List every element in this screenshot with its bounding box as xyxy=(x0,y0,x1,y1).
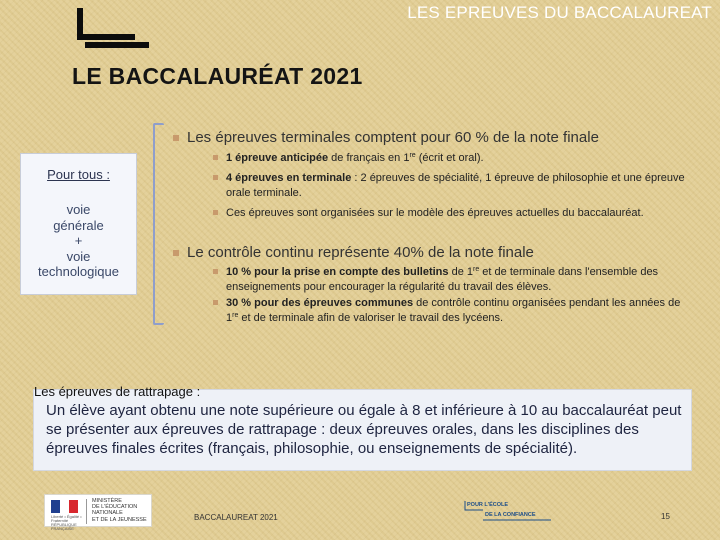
rattrapage-box xyxy=(33,389,692,471)
footer-label: BACCALAUREAT 2021 xyxy=(194,513,278,522)
page-number: 15 xyxy=(661,512,670,521)
bullet-text: Les épreuves terminales comptent pour 60 % de la note finale xyxy=(187,129,599,146)
sub-bullet xyxy=(213,171,693,201)
sub-bullet-text: 1 épreuve anticipée de français en 1re (écrit et oral). xyxy=(226,152,484,164)
sub-bullet xyxy=(213,206,693,221)
bullet-square-icon xyxy=(173,135,179,141)
bracket-divider xyxy=(153,123,164,325)
logo-divider xyxy=(86,499,87,524)
bullet-square-icon xyxy=(213,300,218,305)
sub-bullet-text: 30 % pour des épreuves communes de contrôle continu organisées pendant les années de 1re et de terminale afin de valoriser le travail des lycéens. xyxy=(226,297,681,324)
sub-bullet xyxy=(213,296,693,326)
bullet-square-icon xyxy=(213,269,218,274)
sub-bullet-text: Ces épreuves sont organisées sur le modèle des épreuves actuelles du baccalauréat. xyxy=(226,207,644,219)
audience-line: générale xyxy=(53,217,104,233)
main-title: LE BACCALAURÉAT 2021 xyxy=(72,63,363,89)
rattrapage-title: Les épreuves de rattrapage : xyxy=(34,384,201,399)
audience-line: + xyxy=(74,233,83,248)
rattrapage-text: Un élève ayant obtenu une note supérieure ou égale à 8 et inférieure à 10 au baccalauréat peut se présenter aux épreuves de rattrapage : deux épreuves orales, dans les disciplines des épreuves finales écrites (français, philosophie, ou enseignements de spécialité). xyxy=(46,402,682,457)
corner-decoration xyxy=(77,8,135,40)
bullet-continuous-assessment xyxy=(173,244,693,264)
sub-bullet-text: 10 % pour la prise en compte des bulletins de 1re et de terminale dans l'ensemble des enseignements pour encourager la régularité du travail des élèves. xyxy=(226,266,659,293)
bullet-text: Le contrôle continu représente 40% de la note finale xyxy=(187,244,534,261)
audience-line: voie xyxy=(66,202,91,217)
ministry-logo xyxy=(44,494,152,531)
audience-heading: Pour tous : xyxy=(47,167,110,182)
republic-text: Liberté • Égalité • Fraternité RÉPUBLIQUE FRANÇAISE xyxy=(51,514,82,531)
sub-bullet xyxy=(213,265,693,295)
bullet-square-icon xyxy=(213,210,218,215)
bullet-square-icon xyxy=(173,250,179,256)
audience-line: technologique xyxy=(38,264,119,279)
sub-bullet-text: 4 épreuves en terminale : 2 épreuves de spécialité, 1 épreuve de philosophie et une épreuve orale terminale. xyxy=(226,172,685,199)
header-title: LES EPREUVES DU BACCALAUREAT xyxy=(407,3,712,22)
french-flag-icon xyxy=(51,500,78,513)
audience-box xyxy=(20,153,137,295)
audience-line: voie xyxy=(66,248,91,264)
bullet-square-icon xyxy=(213,155,218,160)
bullet-terminal-exams xyxy=(173,129,693,149)
ecole-confiance-logo: POUR L'ÉCOLE DE LA CONFIANCE xyxy=(463,498,553,522)
bullet-square-icon xyxy=(213,175,218,180)
ministry-name: MINISTÈRE DE L'ÉDUCATION NATIONALE ET DE LA JEUNESSE xyxy=(92,498,147,523)
audience-text xyxy=(21,202,136,280)
sub-bullet xyxy=(213,151,693,166)
